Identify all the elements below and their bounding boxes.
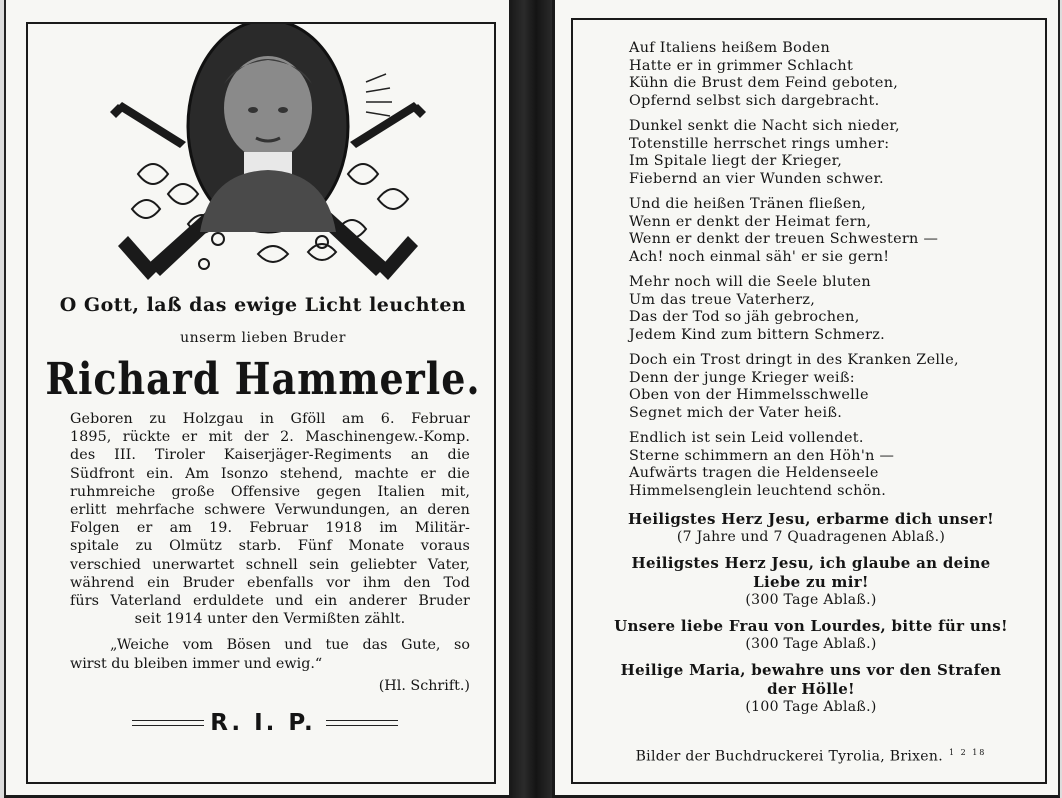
poem-stanza <box>629 118 1029 188</box>
poem-line: Im Spitale liegt der Krieger, <box>629 153 843 169</box>
dedication-line: unserm lieben Bruder <box>180 330 346 346</box>
prayer-indulgence: (100 Tage Ablaß.) <box>745 699 877 715</box>
poem-line: Mehr noch will die Seele bluten <box>629 274 871 290</box>
poem-line: Fiebernd an vier Wunden schwer. <box>629 170 884 187</box>
poem-stanza <box>629 430 1029 500</box>
memorial-card-front <box>4 0 512 798</box>
biography-line: Geboren zu Holzgau in Gföll am 6. Februar <box>70 411 470 427</box>
biography-line: seit 1914 unter den Vermißten zählt. <box>134 611 406 628</box>
poem-line: Sterne schimmern an den Höh'n — <box>629 447 895 464</box>
prayer-indulgence: (300 Tage Ablaß.) <box>745 592 877 608</box>
prayer-item <box>573 554 1049 609</box>
poem-stanza <box>629 352 1029 422</box>
biography-line: 1895, rückte er mit der 2. Maschinengew.-Komp. <box>70 429 470 446</box>
prayer-title: Heilige Maria, bewahre uns vor den Strafen <box>620 661 1002 679</box>
scripture-quote <box>70 636 470 696</box>
prayer-title: der Hölle! <box>767 680 855 698</box>
poem-line: Das der Tod so jäh gebrochen, <box>629 309 860 325</box>
poem-line: Wenn er denkt der treuen Schwestern — <box>629 231 939 247</box>
memorial-poem <box>629 40 1029 508</box>
publisher-name: Bilder der Buchdruckerei Tyrolia, Brixen. <box>635 748 943 765</box>
poem-stanza <box>629 40 1029 110</box>
indulgence-prayers <box>573 510 1049 724</box>
prayer-title: Heiligstes Herz Jesu, ich glaube an deine <box>631 554 991 572</box>
biography-line: Folgen er am 19. Februar 1918 im Militär- <box>70 520 470 537</box>
rip-divider-right <box>326 720 398 726</box>
biography-line: während ein Bruder ebenfalls vor ihm den Tod <box>70 574 470 591</box>
poem-line: Segnet mich der Vater heiß. <box>629 404 843 421</box>
prayer-item <box>573 661 1049 716</box>
sun-rays-icon <box>366 74 392 116</box>
poem-line: Denn der junge Krieger weiß: <box>629 369 855 386</box>
poem-line: Hatte er in grimmer Schlacht <box>629 57 854 74</box>
poem-line: Oben von der Himmelsschwelle <box>629 387 869 403</box>
biography-line: des III. Tiroler Kaiserjäger-Regiments an die <box>70 447 470 464</box>
biography-line: ruhmreiche große Offensive gegen Italien mit, <box>70 483 470 500</box>
poem-line: Auf Italiens heißem Boden <box>629 40 831 56</box>
deceased-name: Richard Hammerle. <box>45 352 481 405</box>
prayer-title: Heiligstes Herz Jesu, erbarme dich unser! <box>628 510 994 528</box>
poem-line: Dunkel senkt die Nacht sich nieder, <box>629 118 900 134</box>
biography-line: spitale zu Olmütz starb. Fünf Monate voraus <box>70 538 470 555</box>
biography-line: erlitt mehrfache schwere Verwundungen, an deren <box>70 502 470 519</box>
rip-row <box>28 710 498 740</box>
poem-line: Jedem Kind zum bittern Schmerz. <box>629 326 886 343</box>
biography-line: fürs Vaterland erduldete und ein anderer Bruder <box>70 593 470 610</box>
quote-line: „Weiche vom Bösen und tue das Gute, so <box>110 637 470 653</box>
portrait-emblem <box>108 24 428 284</box>
prayer-indulgence: (7 Jahre und 7 Quadragenen Ablaß.) <box>676 529 946 545</box>
prayer-item <box>573 510 1049 546</box>
biography-line: Südfront ein. Am Isonzo stehend, machte er die <box>70 465 470 482</box>
card-fold-gutter <box>512 0 552 798</box>
poem-line: Wenn er denkt der Heimat fern, <box>629 213 872 230</box>
prayer-item <box>573 617 1049 653</box>
poem-line: Totenstille herrschet rings umher: <box>629 135 890 152</box>
poem-line: Um das treue Vaterherz, <box>629 291 816 308</box>
poem-line: Doch ein Trost dringt in des Kranken Zelle, <box>629 352 959 368</box>
quote-line: wirst du bleiben immer und ewig.“ <box>70 655 323 672</box>
memorial-card-back <box>552 0 1060 798</box>
back-inner-border <box>571 18 1047 784</box>
poem-line: Himmelsenglein leuchtend schön. <box>629 482 887 499</box>
front-inner-border <box>26 22 496 784</box>
prayer-title: Unsere liebe Frau von Lourdes, bitte für uns! <box>614 617 1008 635</box>
publisher-imprint <box>573 748 1049 765</box>
poem-line: Endlich ist sein Leid vollendet. <box>629 430 864 446</box>
biography-line: verschied unerwartet schnell sein geliebter Vater, <box>70 556 470 573</box>
prayer-title: Liebe zu mir! <box>753 573 869 591</box>
poem-line: Aufwärts tragen die Heldenseele <box>629 465 879 481</box>
prayer-heading: O Gott, laß das ewige Licht leuchten <box>59 294 467 316</box>
poem-line: Und die heißen Tränen fließen, <box>629 196 867 212</box>
rip-text: R. I. P. <box>210 710 316 736</box>
print-code: 1 2 18 <box>948 748 987 757</box>
poem-stanza <box>629 196 1029 266</box>
prayer-indulgence: (300 Tage Ablaß.) <box>745 636 877 652</box>
poem-stanza <box>629 274 1029 344</box>
poem-line: Opfernd selbst sich dargebracht. <box>629 92 880 109</box>
biography-text <box>70 410 470 628</box>
poem-line: Kühn die Brust dem Feind geboten, <box>629 75 899 91</box>
poem-line: Ach! noch einmal säh' er sie gern! <box>629 248 890 265</box>
quote-source: (Hl. Schrift.) <box>378 678 470 694</box>
